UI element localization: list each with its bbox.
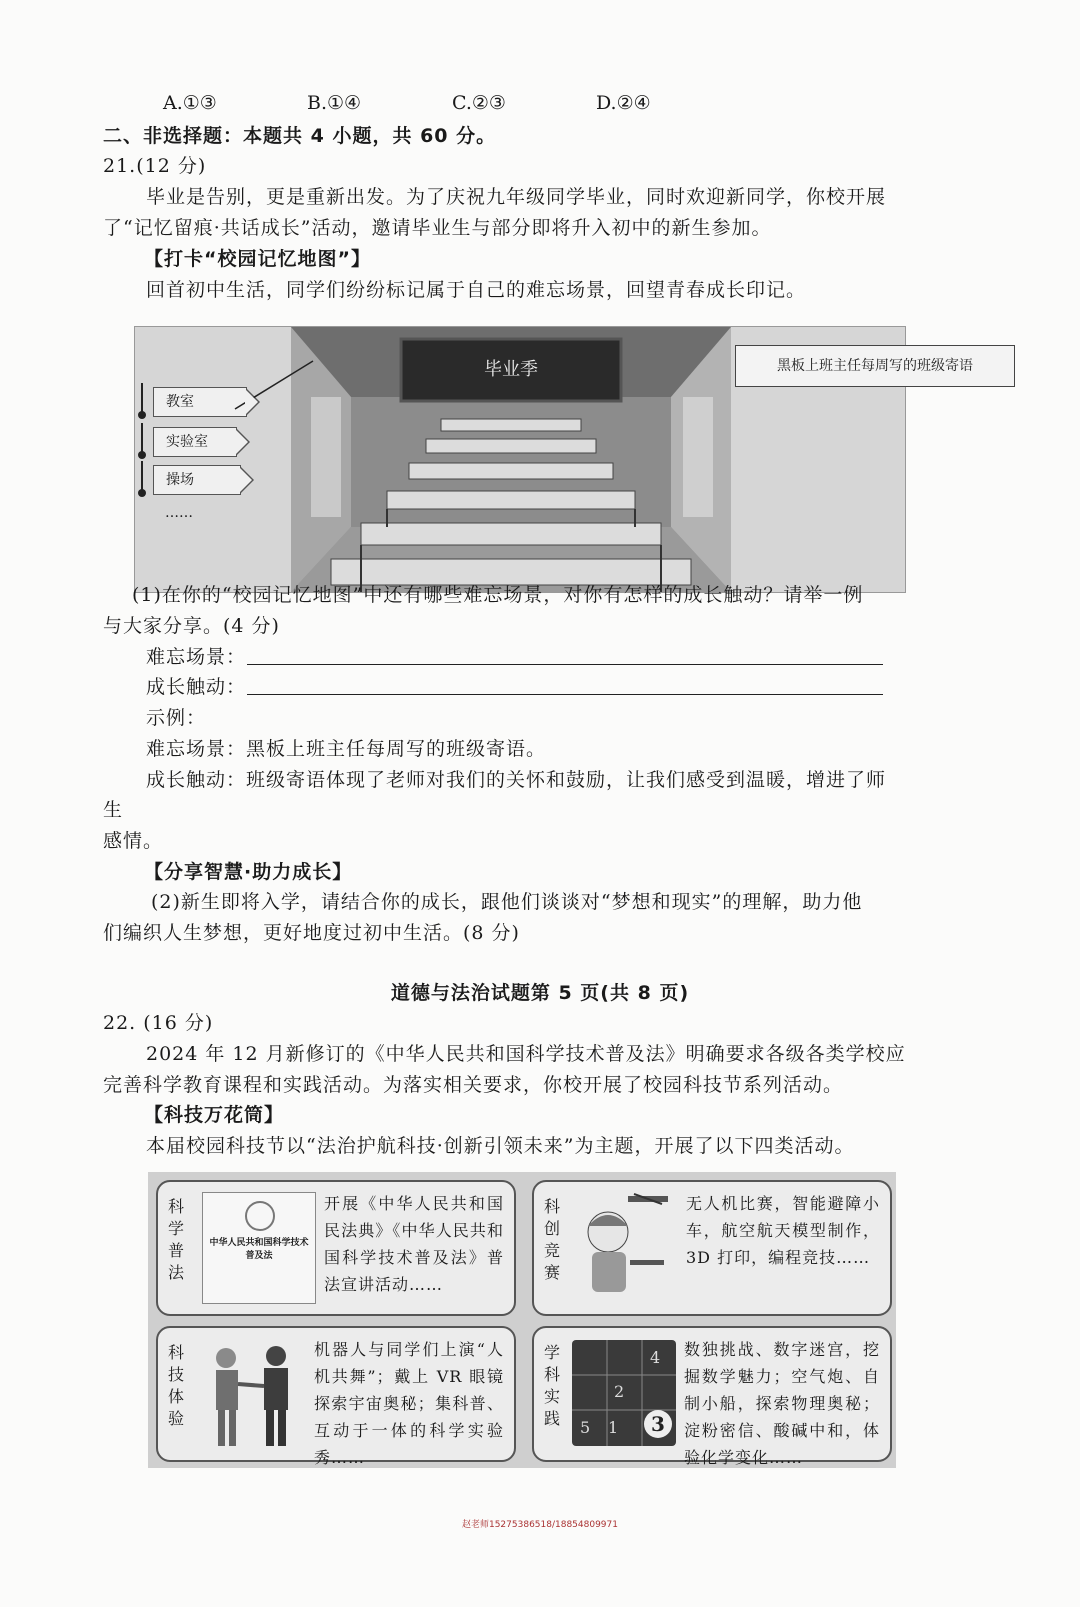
- tag-classroom: 教室: [153, 387, 247, 417]
- q21-sub1-line1: (1)在你的“校园记忆地图”中还有哪些难忘场景，对你有怎样的成长触动？请举一例: [132, 584, 864, 606]
- classroom-figure: [134, 326, 973, 593]
- option-d: D.②④: [596, 92, 651, 114]
- example-touch-3: 感情。: [103, 830, 164, 852]
- panel-science-law: [156, 1180, 516, 1316]
- q21-intro-2: 了“记忆留痕·共话成长”活动，邀请毕业生与部分即将升入初中的新生参加。: [103, 217, 772, 239]
- q21-subtitle-1: 【打卡“校园记忆地图”】: [144, 248, 371, 270]
- tag-lab: 实验室: [153, 427, 237, 457]
- panel-innovation-contest: [532, 1180, 892, 1316]
- kid-with-drone-icon: [568, 1190, 680, 1306]
- example-touch-2: 生: [103, 799, 124, 821]
- panel-label: 科创竞赛: [544, 1197, 561, 1282]
- section-heading: 二、非选择题：本题共 4 小题，共 60 分。: [103, 125, 497, 147]
- q21-sub2-line2: 们编织人生梦想，更好地度过初中生活。(8 分): [103, 922, 520, 944]
- label-touch: 成长触动：: [146, 676, 247, 698]
- tag-ellipsis: ……: [165, 505, 193, 521]
- q22-intro-2: 完善科学教育课程和实践活动。为落实相关要求，你校开展了校园科技节系列活动。: [103, 1074, 844, 1096]
- q22-desc: 本届校园科技节以“法治护航科技·创新引领未来”为主题，开展了以下四类活动。: [146, 1135, 855, 1157]
- sudoku-digit: 5: [580, 1418, 591, 1437]
- law-book-image: [202, 1192, 316, 1304]
- panel-label: 学科实践: [544, 1343, 561, 1428]
- blackboard-text: 毕业季: [484, 359, 538, 380]
- book-title: 中华人民共和国科学技术普及法: [209, 1238, 309, 1261]
- panel-tech-experience: [156, 1326, 516, 1467]
- q22-number: 22. (16 分): [103, 1012, 214, 1034]
- sudoku-digit: 1: [608, 1418, 619, 1437]
- panel-label: 科技体验: [168, 1343, 185, 1428]
- answer-blank-scene[interactable]: [247, 664, 883, 665]
- sudoku-digit: 2: [614, 1382, 625, 1401]
- label-scene: 难忘场景：: [146, 646, 247, 668]
- q21-sub2-line1: (2)新生即将入学，请结合你的成长，跟他们谈谈对“梦想和现实”的理解，助力他: [151, 891, 863, 913]
- q22-subtitle: 【科技万花筒】: [144, 1104, 285, 1126]
- robot-and-student-icon: [198, 1340, 308, 1450]
- activities-figure: [148, 1172, 896, 1468]
- panel-text: 无人机比赛，智能避障小车，航空航天模型制作，3D 打印，编程竞技……: [686, 1194, 880, 1267]
- answer-blank-touch[interactable]: [247, 694, 883, 695]
- option-c: C.②③: [452, 92, 506, 114]
- panel-text: 开展《中华人民共和国民法典》《中华人民共和国科学技术普及法》普法宣讲活动……: [324, 1194, 504, 1294]
- option-a: A.①③: [163, 92, 217, 114]
- option-b: B.①④: [307, 92, 362, 114]
- q21-subtitle-2: 【分享智慧·助力成长】: [144, 861, 353, 883]
- panel-text: 机器人与同学们上演“人机共舞”；戴上 VR 眼镜探索宇宙奥秘；集科普、互动于一体的科学实验秀……: [314, 1340, 504, 1467]
- example-touch-1: 成长触动：班级寄语体现了老师对我们的关怀和鼓励，让我们感受到温暖，增进了师: [146, 769, 887, 791]
- panel-text: 数独挑战、数字迷宫，挖掘数学魅力；空气炮、自制小船，探索物理奥秘；淀粉密信、酸碱中和，体验化学变化……: [684, 1340, 880, 1467]
- tag-playground: 操场: [153, 465, 241, 495]
- national-emblem-icon: [245, 1201, 275, 1231]
- q21-intro-1: 毕业是告别，更是重新出发。为了庆祝九年级同学毕业，同时欢迎新同学，你校开展: [146, 186, 887, 208]
- q22-intro-1: 2024 年 12 月新修订的《中华人民共和国科学技术普及法》明确要求各级各类学校应: [146, 1043, 906, 1065]
- panel-subject-practice: [532, 1326, 892, 1467]
- q21-desc-1: 回首初中生活，同学们纷纷标记属于自己的难忘场景，回望青春成长印记。: [146, 279, 807, 301]
- sudoku-image: [572, 1340, 676, 1446]
- page-footer: 道德与法治试题第 5 页(共 8 页): [390, 982, 690, 1004]
- classroom-illustration: [291, 327, 731, 592]
- example-label: 示例：: [146, 707, 207, 729]
- q21-number: 21.(12 分): [103, 155, 207, 177]
- q21-sub1-line2: 与大家分享。(4 分): [103, 615, 280, 637]
- blackboard-callout: 黑板上班主任每周写的班级寄语: [735, 345, 1015, 387]
- panel-label: 科学普法: [168, 1197, 185, 1282]
- sudoku-digit: 3: [644, 1410, 672, 1438]
- sudoku-digit: 4: [650, 1348, 661, 1367]
- watermark: 赵老师15275386518/18854809971: [461, 1520, 618, 1530]
- example-scene: 难忘场景：黑板上班主任每周写的班级寄语。: [146, 738, 547, 760]
